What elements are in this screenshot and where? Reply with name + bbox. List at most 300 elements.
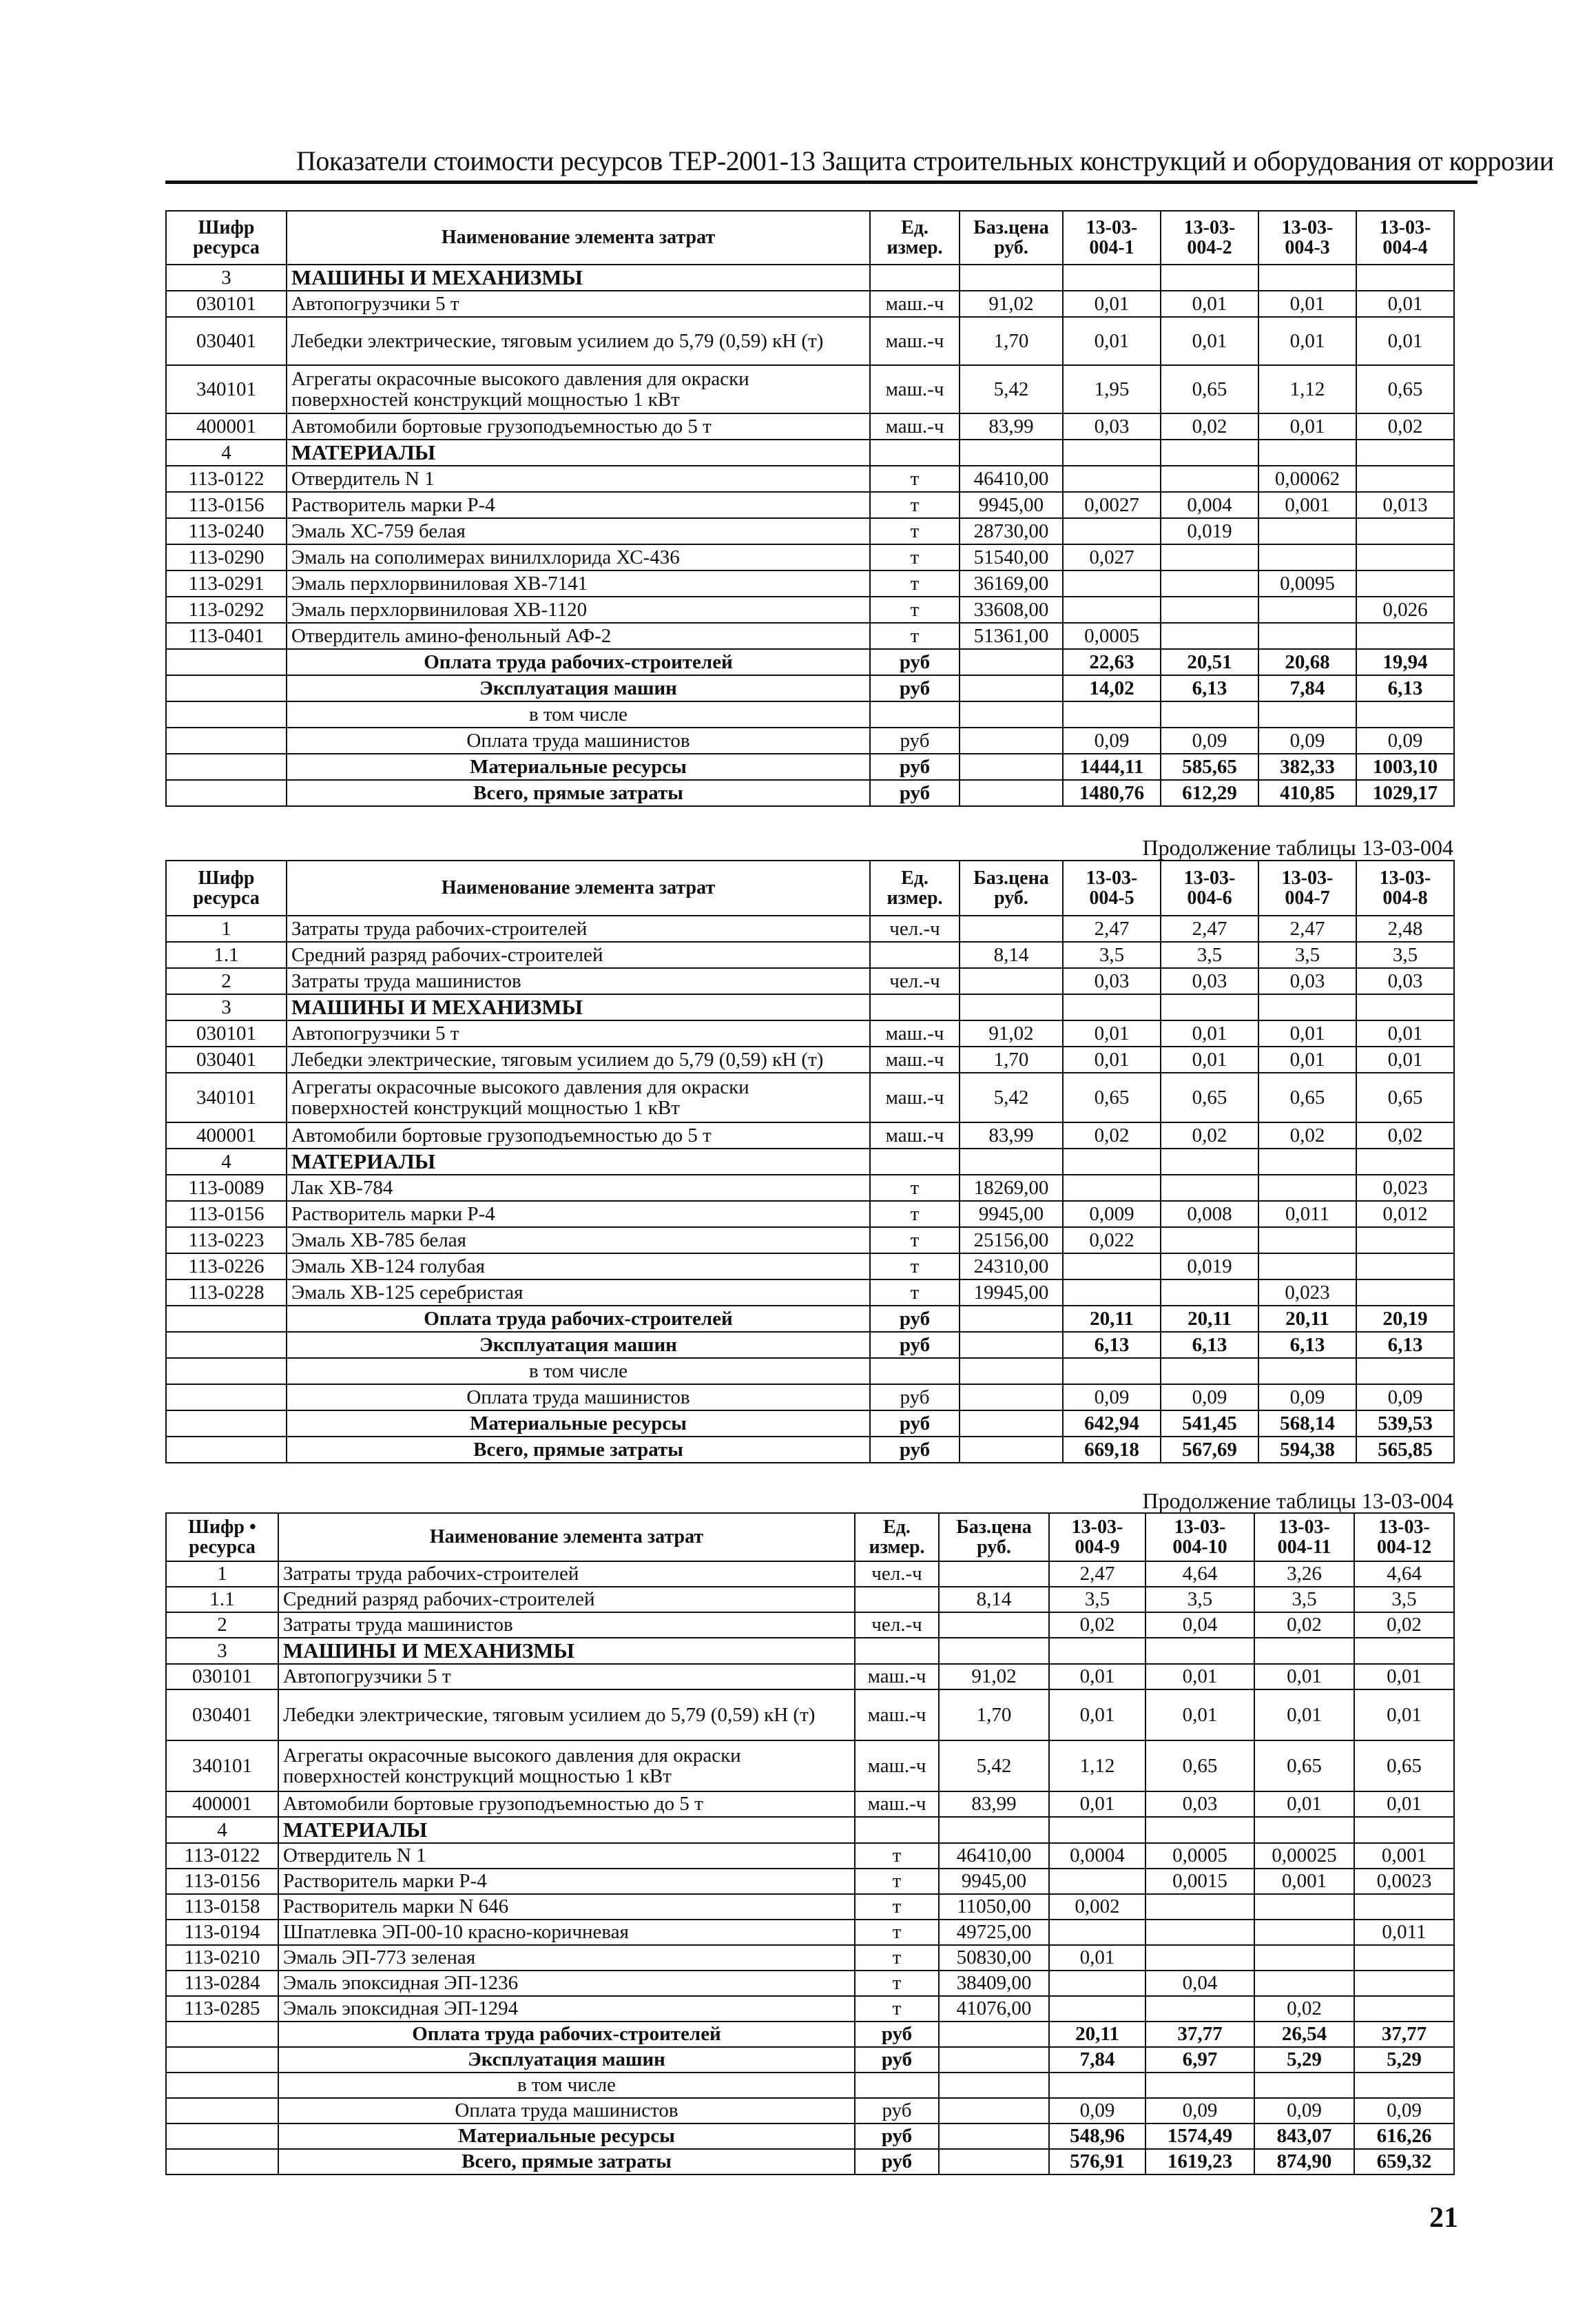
price-cell [960, 649, 1063, 675]
code-cell [166, 728, 287, 754]
value-cell [1258, 597, 1356, 623]
code-cell: 400001 [166, 1791, 278, 1817]
price-cell [960, 1384, 1063, 1410]
value-cell: 382,33 [1258, 754, 1356, 780]
unit-cell: руб [855, 2047, 939, 2073]
summary-row [166, 780, 1454, 806]
value-cell: 0,65 [1145, 1740, 1254, 1791]
col-norm-header: 13-03- 004-9 [1049, 1513, 1145, 1561]
price-cell [960, 440, 1063, 466]
value-cell: 0,004 [1161, 492, 1258, 518]
value-cell: 0,002 [1049, 1894, 1145, 1920]
name-cell: Оплата труда рабочих-строителей [278, 2022, 855, 2047]
name-cell: Эмаль эпоксидная ЭП-1236 [278, 1971, 855, 1996]
value-cell: 1480,76 [1063, 780, 1161, 806]
col-norm-header: 13-03- 004-5 [1063, 861, 1161, 916]
value-cell: 0,01 [1145, 1664, 1254, 1689]
price-cell [960, 675, 1063, 701]
value-cell: 642,94 [1063, 1410, 1161, 1437]
value-cell: 585,65 [1161, 754, 1258, 780]
name-cell: Эмаль перхлорвиниловая ХВ-7141 [287, 570, 870, 597]
price-cell [939, 1817, 1049, 1843]
unit-cell: маш.-ч [870, 1073, 960, 1122]
name-cell: МАШИНЫ И МЕХАНИЗМЫ [287, 265, 870, 291]
code-cell: 2 [166, 1612, 278, 1638]
price-cell [939, 2149, 1049, 2174]
value-cell [1063, 1358, 1161, 1384]
col-price-header: Баз.цена руб. [960, 211, 1063, 265]
value-cell: 0,009 [1063, 1201, 1161, 1227]
value-cell: 0,0015 [1145, 1869, 1254, 1894]
name-cell: Растворитель марки Р-4 [278, 1869, 855, 1894]
summary-row [166, 1306, 1454, 1332]
value-cell: 0,09 [1258, 728, 1356, 754]
unit-cell: руб [870, 754, 960, 780]
value-cell: 0,01 [1049, 1664, 1145, 1689]
name-cell: МАТЕРИАЛЫ [287, 440, 870, 466]
name-cell: Лак ХВ-784 [287, 1175, 870, 1201]
name-cell: Лебедки электрические, тяговым усилием до 5,79 (0,59) кН (т) [278, 1689, 855, 1740]
price-cell: 51361,00 [960, 623, 1063, 649]
value-cell: 0,02 [1254, 1612, 1354, 1638]
table-row [166, 1279, 1454, 1306]
price-cell: 46410,00 [960, 466, 1063, 492]
code-cell: 1.1 [166, 942, 287, 968]
value-cell: 0,02 [1254, 1996, 1354, 2022]
summary-row [166, 701, 1454, 728]
summary-row [166, 728, 1454, 754]
unit-cell [855, 1587, 939, 1612]
value-cell [1161, 440, 1258, 466]
price-cell [960, 1306, 1063, 1332]
unit-cell: т [870, 597, 960, 623]
value-cell: 0,04 [1145, 1612, 1254, 1638]
name-cell: Всего, прямые затраты [287, 1437, 870, 1463]
value-cell: 0,65 [1258, 1073, 1356, 1122]
value-cell [1145, 1996, 1254, 2022]
price-cell: 33608,00 [960, 597, 1063, 623]
code-cell: 113-0158 [166, 1894, 278, 1920]
code-cell: 113-0292 [166, 597, 287, 623]
value-cell: 0,01 [1356, 1020, 1454, 1047]
price-cell: 83,99 [960, 413, 1063, 440]
unit-cell: т [855, 1920, 939, 1945]
value-cell [1063, 994, 1161, 1020]
unit-cell: руб [870, 780, 960, 806]
unit-cell: т [855, 1945, 939, 1971]
name-cell: Материальные ресурсы [287, 1410, 870, 1437]
name-cell: Всего, прямые затраты [278, 2149, 855, 2174]
value-cell [1356, 994, 1454, 1020]
value-cell [1161, 570, 1258, 597]
value-cell [1145, 1945, 1254, 1971]
unit-cell: чел.-ч [855, 1612, 939, 1638]
unit-cell: т [870, 623, 960, 649]
price-cell: 9945,00 [960, 1201, 1063, 1227]
value-cell: 0,01 [1254, 1664, 1354, 1689]
value-cell: 1003,10 [1356, 754, 1454, 780]
price-cell: 50830,00 [939, 1945, 1049, 1971]
name-cell: Эксплуатация машин [287, 675, 870, 701]
value-cell: 1,95 [1063, 365, 1161, 413]
table-row [166, 1073, 1454, 1122]
code-cell [166, 701, 287, 728]
code-cell: 3 [166, 1638, 278, 1664]
value-cell [1063, 1279, 1161, 1306]
value-cell [1049, 1638, 1145, 1664]
price-cell: 91,02 [960, 1020, 1063, 1047]
name-cell: Растворитель марки Р-4 [287, 1201, 870, 1227]
name-cell: Эмаль ХВ-125 серебристая [287, 1279, 870, 1306]
value-cell: 0,011 [1258, 1201, 1356, 1227]
col-norm-header: 13-03- 004-1 [1063, 211, 1161, 265]
value-cell [1063, 1175, 1161, 1201]
name-cell: Отвердитель N 1 [278, 1843, 855, 1869]
value-cell [1354, 1817, 1454, 1843]
table-row [166, 1920, 1454, 1945]
value-cell: 1444,11 [1063, 754, 1161, 780]
code-cell: 4 [166, 440, 287, 466]
name-cell: Оплата труда машинистов [287, 1384, 870, 1410]
price-cell [939, 1638, 1049, 1664]
value-cell [1063, 518, 1161, 544]
value-cell: 0,03 [1145, 1791, 1254, 1817]
code-cell: 1.1 [166, 1587, 278, 1612]
value-cell [1258, 1358, 1356, 1384]
value-cell [1063, 597, 1161, 623]
value-cell: 659,32 [1354, 2149, 1454, 2174]
price-cell [939, 2073, 1049, 2098]
name-cell: Автомобили бортовые грузоподъемностью до 5 т [287, 413, 870, 440]
unit-cell: руб [870, 1332, 960, 1358]
value-cell: 37,77 [1354, 2022, 1454, 2047]
value-cell [1161, 1149, 1258, 1175]
table-row [166, 1996, 1454, 2022]
name-cell: Затраты труда машинистов [287, 968, 870, 994]
value-cell: 0,01 [1258, 291, 1356, 317]
value-cell: 0,65 [1354, 1740, 1454, 1791]
summary-row [166, 1384, 1454, 1410]
code-cell: 113-0156 [166, 492, 287, 518]
name-cell: Агрегаты окрасочные высокого давления для окраски поверхностей конструкций мощностью 1 кВт [278, 1740, 855, 1791]
table-row [166, 916, 1454, 942]
value-cell: 410,85 [1258, 780, 1356, 806]
unit-cell: чел.-ч [855, 1561, 939, 1587]
value-cell [1161, 597, 1258, 623]
code-cell: 113-0228 [166, 1279, 287, 1306]
value-cell: 6,13 [1161, 1332, 1258, 1358]
value-cell: 20,11 [1161, 1306, 1258, 1332]
price-cell [939, 1561, 1049, 1587]
value-cell [1161, 1227, 1258, 1253]
value-cell [1254, 1817, 1354, 1843]
value-cell: 20,19 [1356, 1306, 1454, 1332]
value-cell [1258, 1227, 1356, 1253]
name-cell: Отвердитель амино-фенольный АФ-2 [287, 623, 870, 649]
code-cell [166, 1332, 287, 1358]
price-cell: 38409,00 [939, 1971, 1049, 1996]
value-cell [1145, 1894, 1254, 1920]
value-cell [1161, 1279, 1258, 1306]
value-cell: 0,03 [1356, 968, 1454, 994]
unit-cell: руб [855, 2149, 939, 2174]
value-cell: 0,01 [1063, 291, 1161, 317]
name-cell: Эмаль эпоксидная ЭП-1294 [278, 1996, 855, 2022]
price-cell: 5,42 [939, 1740, 1049, 1791]
code-cell: 113-0089 [166, 1175, 287, 1201]
code-cell: 3 [166, 994, 287, 1020]
code-cell: 113-0290 [166, 544, 287, 570]
name-cell: Автопогрузчики 5 т [287, 291, 870, 317]
value-cell: 612,29 [1161, 780, 1258, 806]
table-row [166, 1047, 1454, 1073]
value-cell: 14,02 [1063, 675, 1161, 701]
col-code-header: Шифр ресурса [166, 211, 287, 265]
code-cell: 113-0156 [166, 1869, 278, 1894]
code-cell [166, 649, 287, 675]
value-cell: 0,027 [1063, 544, 1161, 570]
price-cell: 28730,00 [960, 518, 1063, 544]
col-unit-header: Ед. измер. [870, 861, 960, 916]
table-row [166, 1971, 1454, 1996]
unit-cell: маш.-ч [870, 413, 960, 440]
code-cell [166, 1358, 287, 1384]
code-cell: 113-0194 [166, 1920, 278, 1945]
table-row [166, 1843, 1454, 1869]
price-cell: 1,70 [960, 1047, 1063, 1073]
value-cell: 6,13 [1356, 1332, 1454, 1358]
price-cell [939, 2098, 1049, 2124]
value-cell: 0,001 [1258, 492, 1356, 518]
value-cell [1258, 1149, 1356, 1175]
value-cell [1258, 701, 1356, 728]
unit-cell: т [870, 544, 960, 570]
table-row [166, 544, 1454, 570]
value-cell: 0,01 [1356, 1047, 1454, 1073]
value-cell: 6,13 [1356, 675, 1454, 701]
unit-cell: маш.-ч [870, 291, 960, 317]
value-cell: 0,0004 [1049, 1843, 1145, 1869]
value-cell: 0,01 [1049, 1945, 1145, 1971]
value-cell: 0,0023 [1354, 1869, 1454, 1894]
summary-row [166, 1410, 1454, 1437]
table-row [166, 1201, 1454, 1227]
table-row [166, 1894, 1454, 1920]
table-row [166, 1227, 1454, 1253]
value-cell [1356, 623, 1454, 649]
name-cell: МАТЕРИАЛЫ [287, 1149, 870, 1175]
name-cell: Лебедки электрические, тяговым усилием до 5,79 (0,59) кН (т) [287, 1047, 870, 1073]
value-cell [1356, 1279, 1454, 1306]
value-cell: 0,01 [1354, 1689, 1454, 1740]
value-cell: 0,01 [1161, 291, 1258, 317]
value-cell [1354, 1996, 1454, 2022]
name-cell: Шпатлевка ЭП-00-10 красно-коричневая [278, 1920, 855, 1945]
value-cell: 0,0027 [1063, 492, 1161, 518]
value-cell: 0,026 [1356, 597, 1454, 623]
value-cell: 0,008 [1161, 1201, 1258, 1227]
unit-cell: маш.-ч [870, 317, 960, 365]
price-cell: 91,02 [960, 291, 1063, 317]
code-cell: 1 [166, 916, 287, 942]
value-cell: 7,84 [1049, 2047, 1145, 2073]
value-cell: 3,5 [1161, 942, 1258, 968]
table-row [166, 968, 1454, 994]
price-cell: 91,02 [939, 1664, 1049, 1689]
value-cell: 20,51 [1161, 649, 1258, 675]
col-code-header: Шифр • ресурса [166, 1513, 278, 1561]
name-cell: Автопогрузчики 5 т [278, 1664, 855, 1689]
value-cell [1063, 1253, 1161, 1279]
value-cell: 0,65 [1063, 1073, 1161, 1122]
value-cell [1049, 1996, 1145, 2022]
value-cell [1254, 2073, 1354, 2098]
unit-cell: руб [870, 1437, 960, 1463]
price-cell [939, 1612, 1049, 1638]
col-price-header: Баз.цена руб. [960, 861, 1063, 916]
table-header-row [166, 211, 1454, 265]
code-cell: 113-0284 [166, 1971, 278, 1996]
col-unit-header: Ед. измер. [855, 1513, 939, 1561]
value-cell: 0,01 [1161, 1020, 1258, 1047]
value-cell: 0,023 [1356, 1175, 1454, 1201]
code-cell [166, 1384, 287, 1410]
price-cell: 83,99 [939, 1791, 1049, 1817]
code-cell: 340101 [166, 1073, 287, 1122]
col-norm-header: 13-03- 004-6 [1161, 861, 1258, 916]
value-cell: 0,09 [1354, 2098, 1454, 2124]
table-row [166, 1945, 1454, 1971]
value-cell [1161, 623, 1258, 649]
value-cell [1161, 265, 1258, 291]
value-cell: 0,01 [1354, 1791, 1454, 1817]
code-cell [166, 1437, 287, 1463]
price-cell [939, 2047, 1049, 2073]
value-cell: 0,0005 [1145, 1843, 1254, 1869]
value-cell [1063, 1149, 1161, 1175]
value-cell [1258, 265, 1356, 291]
price-cell: 1,70 [960, 317, 1063, 365]
unit-cell: маш.-ч [855, 1689, 939, 1740]
code-cell [166, 675, 287, 701]
value-cell [1258, 518, 1356, 544]
value-cell: 3,5 [1254, 1587, 1354, 1612]
table-row [166, 1791, 1454, 1817]
value-cell: 2,48 [1356, 916, 1454, 942]
value-cell: 0,02 [1356, 413, 1454, 440]
unit-cell [870, 1149, 960, 1175]
cost-table-1 [165, 210, 1455, 807]
price-cell [960, 701, 1063, 728]
code-cell: 030401 [166, 1047, 287, 1073]
section-row [166, 994, 1454, 1020]
section-row [166, 1638, 1454, 1664]
code-cell [166, 2073, 278, 2098]
value-cell: 0,0095 [1258, 570, 1356, 597]
value-cell: 0,01 [1161, 317, 1258, 365]
code-cell: 2 [166, 968, 287, 994]
price-cell: 8,14 [939, 1587, 1049, 1612]
unit-cell: чел.-ч [870, 968, 960, 994]
value-cell [1145, 1638, 1254, 1664]
name-cell: Эксплуатация машин [278, 2047, 855, 2073]
unit-cell: маш.-ч [870, 1122, 960, 1149]
name-cell: Растворитель марки N 646 [278, 1894, 855, 1920]
price-cell [960, 728, 1063, 754]
unit-cell: т [855, 1843, 939, 1869]
name-cell: Эмаль ХВ-785 белая [287, 1227, 870, 1253]
name-cell: Оплата труда рабочих-строителей [287, 1306, 870, 1332]
table-row [166, 1869, 1454, 1894]
unit-cell: т [870, 1175, 960, 1201]
col-norm-header: 13-03- 004-8 [1356, 861, 1454, 916]
code-cell [166, 1410, 287, 1437]
table-row [166, 1612, 1454, 1638]
value-cell: 1,12 [1258, 365, 1356, 413]
value-cell: 0,01 [1354, 1664, 1454, 1689]
unit-cell: маш.-ч [855, 1664, 939, 1689]
name-cell: Эксплуатация машин [287, 1332, 870, 1358]
price-cell: 41076,00 [939, 1996, 1049, 2022]
value-cell [1354, 1638, 1454, 1664]
value-cell: 0,09 [1356, 728, 1454, 754]
value-cell: 1619,23 [1145, 2149, 1254, 2174]
unit-cell: т [855, 1894, 939, 1920]
value-cell: 26,54 [1254, 2022, 1354, 2047]
value-cell: 0,0005 [1063, 623, 1161, 649]
price-cell [960, 1358, 1063, 1384]
unit-cell: т [870, 518, 960, 544]
page-header: Показатели стоимости ресурсов ТЕР-2001-13 Защита строительных конструкций и оборудования от коррозии [296, 145, 1554, 176]
code-cell: 113-0122 [166, 1843, 278, 1869]
value-cell: 20,11 [1063, 1306, 1161, 1332]
col-name-header: Наименование элемента затрат [278, 1513, 855, 1561]
section-row [166, 1817, 1454, 1843]
unit-cell: руб [870, 1306, 960, 1332]
price-cell: 8,14 [960, 942, 1063, 968]
value-cell [1356, 570, 1454, 597]
code-cell: 340101 [166, 365, 287, 413]
value-cell [1145, 1920, 1254, 1945]
value-cell: 0,02 [1049, 1612, 1145, 1638]
cost-table-2 [165, 860, 1455, 1463]
summary-row [166, 1332, 1454, 1358]
table-row [166, 1020, 1454, 1047]
price-cell [960, 1332, 1063, 1358]
value-cell [1049, 1869, 1145, 1894]
value-cell: 0,022 [1063, 1227, 1161, 1253]
value-cell [1049, 1920, 1145, 1945]
name-cell: Отвердитель N 1 [287, 466, 870, 492]
unit-cell [870, 942, 960, 968]
section-row [166, 265, 1454, 291]
value-cell: 0,01 [1254, 1791, 1354, 1817]
code-cell: 113-0226 [166, 1253, 287, 1279]
col-norm-header: 13-03- 004-4 [1356, 211, 1454, 265]
value-cell: 7,84 [1258, 675, 1356, 701]
unit-cell: т [870, 1227, 960, 1253]
name-cell: Эмаль ХС-759 белая [287, 518, 870, 544]
name-cell: Оплата труда машинистов [287, 728, 870, 754]
code-cell: 4 [166, 1149, 287, 1175]
table-header-row [166, 861, 1454, 916]
section-row [166, 1149, 1454, 1175]
col-unit-header: Ед. измер. [870, 211, 960, 265]
value-cell: 0,023 [1258, 1279, 1356, 1306]
code-cell: 4 [166, 1817, 278, 1843]
summary-row [166, 649, 1454, 675]
code-cell: 030101 [166, 291, 287, 317]
